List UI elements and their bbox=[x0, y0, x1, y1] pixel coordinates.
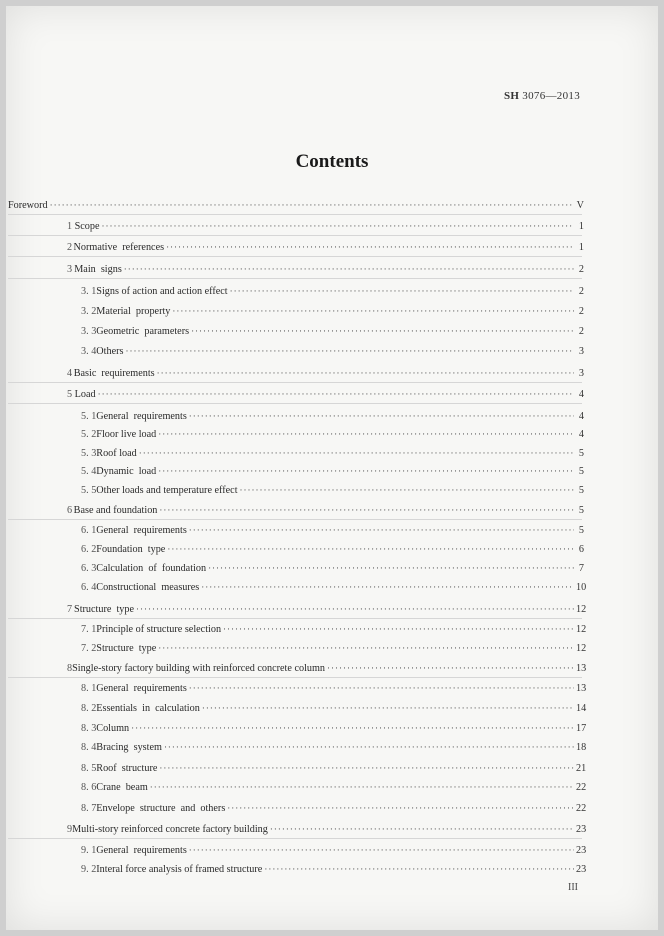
toc-number: 8. 1 bbox=[81, 683, 97, 694]
toc-subsection-row[interactable] bbox=[81, 284, 584, 299]
toc-divider bbox=[8, 838, 582, 839]
toc-number: 2 bbox=[67, 242, 73, 253]
toc-page-number: 5 bbox=[578, 448, 584, 459]
toc-leader-dots bbox=[270, 822, 574, 836]
toc-leader-dots bbox=[166, 240, 574, 254]
toc-page-number: 3 bbox=[578, 368, 584, 379]
toc-page-number: 23 bbox=[576, 824, 587, 835]
toc-number: 3. 2 bbox=[81, 306, 97, 317]
toc-label: Basic requirements bbox=[73, 368, 155, 379]
toc-page-number: 22 bbox=[576, 803, 587, 814]
toc-number: 9 bbox=[67, 824, 73, 835]
toc-leader-dots bbox=[189, 523, 574, 537]
toc-label: General requirements bbox=[96, 683, 187, 694]
toc-subsection-row[interactable] bbox=[81, 446, 584, 461]
toc-leader-dots bbox=[159, 761, 574, 775]
toc-page-number: 5 bbox=[578, 485, 584, 496]
toc-leader-dots bbox=[240, 483, 574, 497]
toc-divider bbox=[8, 403, 582, 404]
toc-number: 6. 1 bbox=[81, 525, 97, 536]
toc-page-number: 18 bbox=[576, 742, 587, 753]
toc-leader-dots bbox=[201, 580, 574, 594]
toc-subsection-row[interactable] bbox=[81, 409, 584, 424]
toc-number: 8. 6 bbox=[81, 782, 97, 793]
toc-label: Structure type bbox=[74, 604, 135, 615]
toc-subsection-row[interactable] bbox=[81, 427, 584, 442]
toc-section-row[interactable] bbox=[67, 822, 587, 837]
toc-label: Load bbox=[74, 389, 96, 400]
toc-label: Signs of action and action effect bbox=[96, 286, 228, 297]
toc-leader-dots bbox=[125, 344, 574, 358]
toc-label: Roof load bbox=[96, 448, 137, 459]
toc-page-number: 5 bbox=[578, 525, 584, 536]
toc-label: Foundation type bbox=[96, 544, 166, 555]
toc-leader-dots bbox=[172, 304, 574, 318]
toc-page-number: 1 bbox=[578, 221, 584, 232]
toc-divider bbox=[8, 677, 582, 678]
toc-number: 3. 4 bbox=[81, 346, 97, 357]
document-page bbox=[6, 6, 658, 930]
toc-leader-dots bbox=[208, 561, 574, 575]
toc-leader-dots bbox=[150, 780, 574, 794]
toc-number: 8. 7 bbox=[81, 803, 97, 814]
toc-section-row[interactable] bbox=[8, 198, 584, 213]
toc-label: Constructional measures bbox=[96, 582, 200, 593]
toc-number: 8. 5 bbox=[81, 763, 97, 774]
toc-subsection-row[interactable] bbox=[81, 542, 584, 557]
toc-subsection-row[interactable] bbox=[81, 843, 587, 858]
toc-page-number: 10 bbox=[576, 582, 587, 593]
toc-leader-dots bbox=[158, 427, 574, 441]
toc-page-number: 2 bbox=[578, 326, 584, 337]
toc-page-number: 21 bbox=[576, 763, 587, 774]
toc-leader-dots bbox=[136, 602, 574, 616]
toc-page-number: 5 bbox=[578, 505, 584, 516]
toc-number: 7. 1 bbox=[81, 624, 97, 635]
toc-label: Base and foundation bbox=[73, 505, 158, 516]
toc-page-number: 12 bbox=[576, 624, 587, 635]
toc-label: Bracing system bbox=[96, 742, 162, 753]
toc-subsection-row[interactable] bbox=[81, 862, 587, 877]
toc-page-number: 6 bbox=[578, 544, 584, 555]
toc-subsection-row[interactable] bbox=[81, 622, 587, 637]
toc-label: Multi-story reinforced concrete factory building bbox=[72, 824, 268, 835]
toc-label: Column bbox=[96, 723, 130, 734]
toc-leader-dots bbox=[227, 801, 574, 815]
standard-code-prefix: SH bbox=[503, 90, 520, 102]
toc-label: Normative references bbox=[73, 242, 165, 253]
toc-page-number: 1 bbox=[578, 242, 584, 253]
toc-section-row[interactable] bbox=[67, 219, 584, 234]
toc-label: Geometric parameters bbox=[96, 326, 190, 337]
toc-label: Roof structure bbox=[96, 763, 158, 774]
toc-leader-dots bbox=[158, 464, 574, 478]
toc-subsection-row[interactable] bbox=[81, 580, 587, 595]
standard-code-number: 3076—2013 bbox=[522, 90, 580, 102]
toc-label: Material property bbox=[96, 306, 171, 317]
toc-number: 4 bbox=[67, 368, 73, 379]
toc-subsection-row[interactable] bbox=[81, 464, 584, 479]
toc-number: 8. 4 bbox=[81, 742, 97, 753]
toc-number: 3. 1 bbox=[81, 286, 97, 297]
toc-label: Floor live load bbox=[96, 429, 157, 440]
toc-number: 5. 1 bbox=[81, 411, 97, 422]
toc-page-number: 4 bbox=[578, 411, 584, 422]
page-title: Contents bbox=[295, 151, 369, 172]
toc-label: Essentials in calculation bbox=[96, 703, 200, 714]
toc-leader-dots bbox=[167, 542, 574, 556]
page-number: III bbox=[568, 882, 578, 893]
toc-subsection-row[interactable] bbox=[81, 324, 584, 339]
toc-page-number: 12 bbox=[576, 604, 587, 615]
toc-number: 9. 2 bbox=[81, 864, 97, 875]
toc-divider bbox=[8, 618, 582, 619]
toc-leader-dots bbox=[223, 622, 574, 636]
toc-number: 5. 2 bbox=[81, 429, 97, 440]
toc-number: 6. 2 bbox=[81, 544, 97, 555]
toc-leader-dots bbox=[189, 409, 574, 423]
toc-leader-dots bbox=[264, 862, 574, 876]
toc-leader-dots bbox=[124, 262, 574, 276]
toc-subsection-row[interactable] bbox=[81, 701, 587, 716]
toc-section-row[interactable] bbox=[67, 387, 584, 402]
toc-subsection-row[interactable] bbox=[81, 721, 587, 736]
toc-leader-dots bbox=[327, 661, 574, 675]
toc-section-row[interactable] bbox=[67, 503, 584, 518]
toc-number: 8. 3 bbox=[81, 723, 97, 734]
toc-page-number: 23 bbox=[576, 864, 587, 875]
toc-number: 5. 5 bbox=[81, 485, 97, 496]
toc-number: 9. 1 bbox=[81, 845, 97, 856]
toc-label: Other loads and temperature effect bbox=[96, 485, 238, 496]
toc-leader-dots bbox=[158, 641, 574, 655]
toc-page-number: 2 bbox=[578, 264, 584, 275]
toc-page-number: 5 bbox=[578, 466, 584, 477]
toc-page-number: 3 bbox=[578, 346, 584, 357]
toc-subsection-row[interactable] bbox=[81, 523, 584, 538]
toc-label: Dynamic load bbox=[96, 466, 157, 477]
toc-number: 8 bbox=[67, 663, 73, 674]
toc-divider bbox=[8, 382, 582, 383]
toc-leader-dots bbox=[230, 284, 574, 298]
toc-subsection-row[interactable] bbox=[81, 740, 587, 755]
toc-number: 3. 3 bbox=[81, 326, 97, 337]
toc-number: 3 bbox=[67, 264, 73, 275]
toc-subsection-row[interactable] bbox=[81, 801, 587, 816]
toc-divider bbox=[8, 519, 582, 520]
toc-subsection-row[interactable] bbox=[81, 561, 584, 576]
toc-section-row[interactable] bbox=[67, 240, 584, 255]
toc-leader-dots bbox=[164, 740, 574, 754]
toc-page-number: 13 bbox=[576, 683, 587, 694]
toc-label: General requirements bbox=[96, 525, 187, 536]
toc-label: Structure type bbox=[96, 643, 157, 654]
toc-divider bbox=[8, 214, 582, 215]
toc-label: Foreword bbox=[8, 200, 48, 211]
toc-section-row[interactable] bbox=[67, 262, 584, 277]
toc-page-number: 2 bbox=[578, 286, 584, 297]
toc-page-number: 14 bbox=[576, 703, 587, 714]
toc-number: 5. 3 bbox=[81, 448, 97, 459]
toc-page-number: 17 bbox=[576, 723, 587, 734]
toc-label: Scope bbox=[74, 221, 100, 232]
toc-divider bbox=[8, 235, 582, 236]
toc-leader-dots bbox=[159, 503, 574, 517]
toc-page-number: 23 bbox=[576, 845, 587, 856]
toc-leader-dots bbox=[157, 366, 574, 380]
toc-divider bbox=[8, 256, 582, 257]
toc-leader-dots bbox=[102, 219, 575, 233]
toc-page-number: 12 bbox=[576, 643, 587, 654]
toc-leader-dots bbox=[202, 701, 574, 715]
toc-number: 8. 2 bbox=[81, 703, 97, 714]
toc-leader-dots bbox=[131, 721, 574, 735]
toc-leader-dots bbox=[189, 843, 574, 857]
toc-page-number: 4 bbox=[578, 389, 584, 400]
toc-subsection-row[interactable] bbox=[81, 344, 584, 359]
toc-label: Main signs bbox=[74, 264, 122, 275]
toc-divider bbox=[8, 278, 582, 279]
toc-label: Interal force analysis of framed structure bbox=[96, 864, 263, 875]
toc-subsection-row[interactable] bbox=[81, 304, 584, 319]
toc-subsection-row[interactable] bbox=[81, 681, 587, 696]
toc-number: 6. 4 bbox=[81, 582, 97, 593]
toc-label: Calculation of foundation bbox=[96, 563, 207, 574]
toc-label: Single-story factory building with reinforced concrete column bbox=[72, 663, 326, 674]
toc-leader-dots bbox=[191, 324, 574, 338]
toc-subsection-row[interactable] bbox=[81, 761, 587, 776]
toc-subsection-row[interactable] bbox=[81, 780, 587, 795]
toc-number: 7. 2 bbox=[81, 643, 97, 654]
toc-number: 1 bbox=[67, 221, 73, 232]
toc-page-number: 13 bbox=[576, 663, 587, 674]
toc-leader-dots bbox=[50, 198, 574, 212]
toc-leader-dots bbox=[189, 681, 574, 695]
toc-label: Envelope structure and others bbox=[96, 803, 226, 814]
toc-leader-dots bbox=[139, 446, 574, 460]
toc-section-row[interactable] bbox=[67, 366, 584, 381]
toc-leader-dots bbox=[98, 387, 574, 401]
toc-subsection-row[interactable] bbox=[81, 483, 584, 498]
toc-number: 5 bbox=[67, 389, 73, 400]
toc-section-row[interactable] bbox=[67, 602, 587, 617]
toc-label: Crane beam bbox=[96, 782, 148, 793]
toc-number: 5. 4 bbox=[81, 466, 97, 477]
toc-number: 6. 3 bbox=[81, 563, 97, 574]
toc-label: General requirements bbox=[96, 845, 187, 856]
toc-section-row[interactable] bbox=[67, 661, 587, 676]
toc-page-number: 2 bbox=[578, 306, 584, 317]
toc-page-number: V bbox=[576, 200, 584, 211]
toc-page-number: 22 bbox=[576, 782, 587, 793]
toc-subsection-row[interactable] bbox=[81, 641, 587, 656]
toc-label: General requirements bbox=[96, 411, 187, 422]
toc-page-number: 7 bbox=[578, 563, 584, 574]
toc-label: Others bbox=[96, 346, 124, 357]
standard-code bbox=[504, 90, 580, 102]
toc-number: 7 bbox=[67, 604, 73, 615]
toc-label: Principle of structure selection bbox=[96, 624, 222, 635]
toc-page-number: 4 bbox=[578, 429, 584, 440]
toc-number: 6 bbox=[67, 505, 73, 516]
